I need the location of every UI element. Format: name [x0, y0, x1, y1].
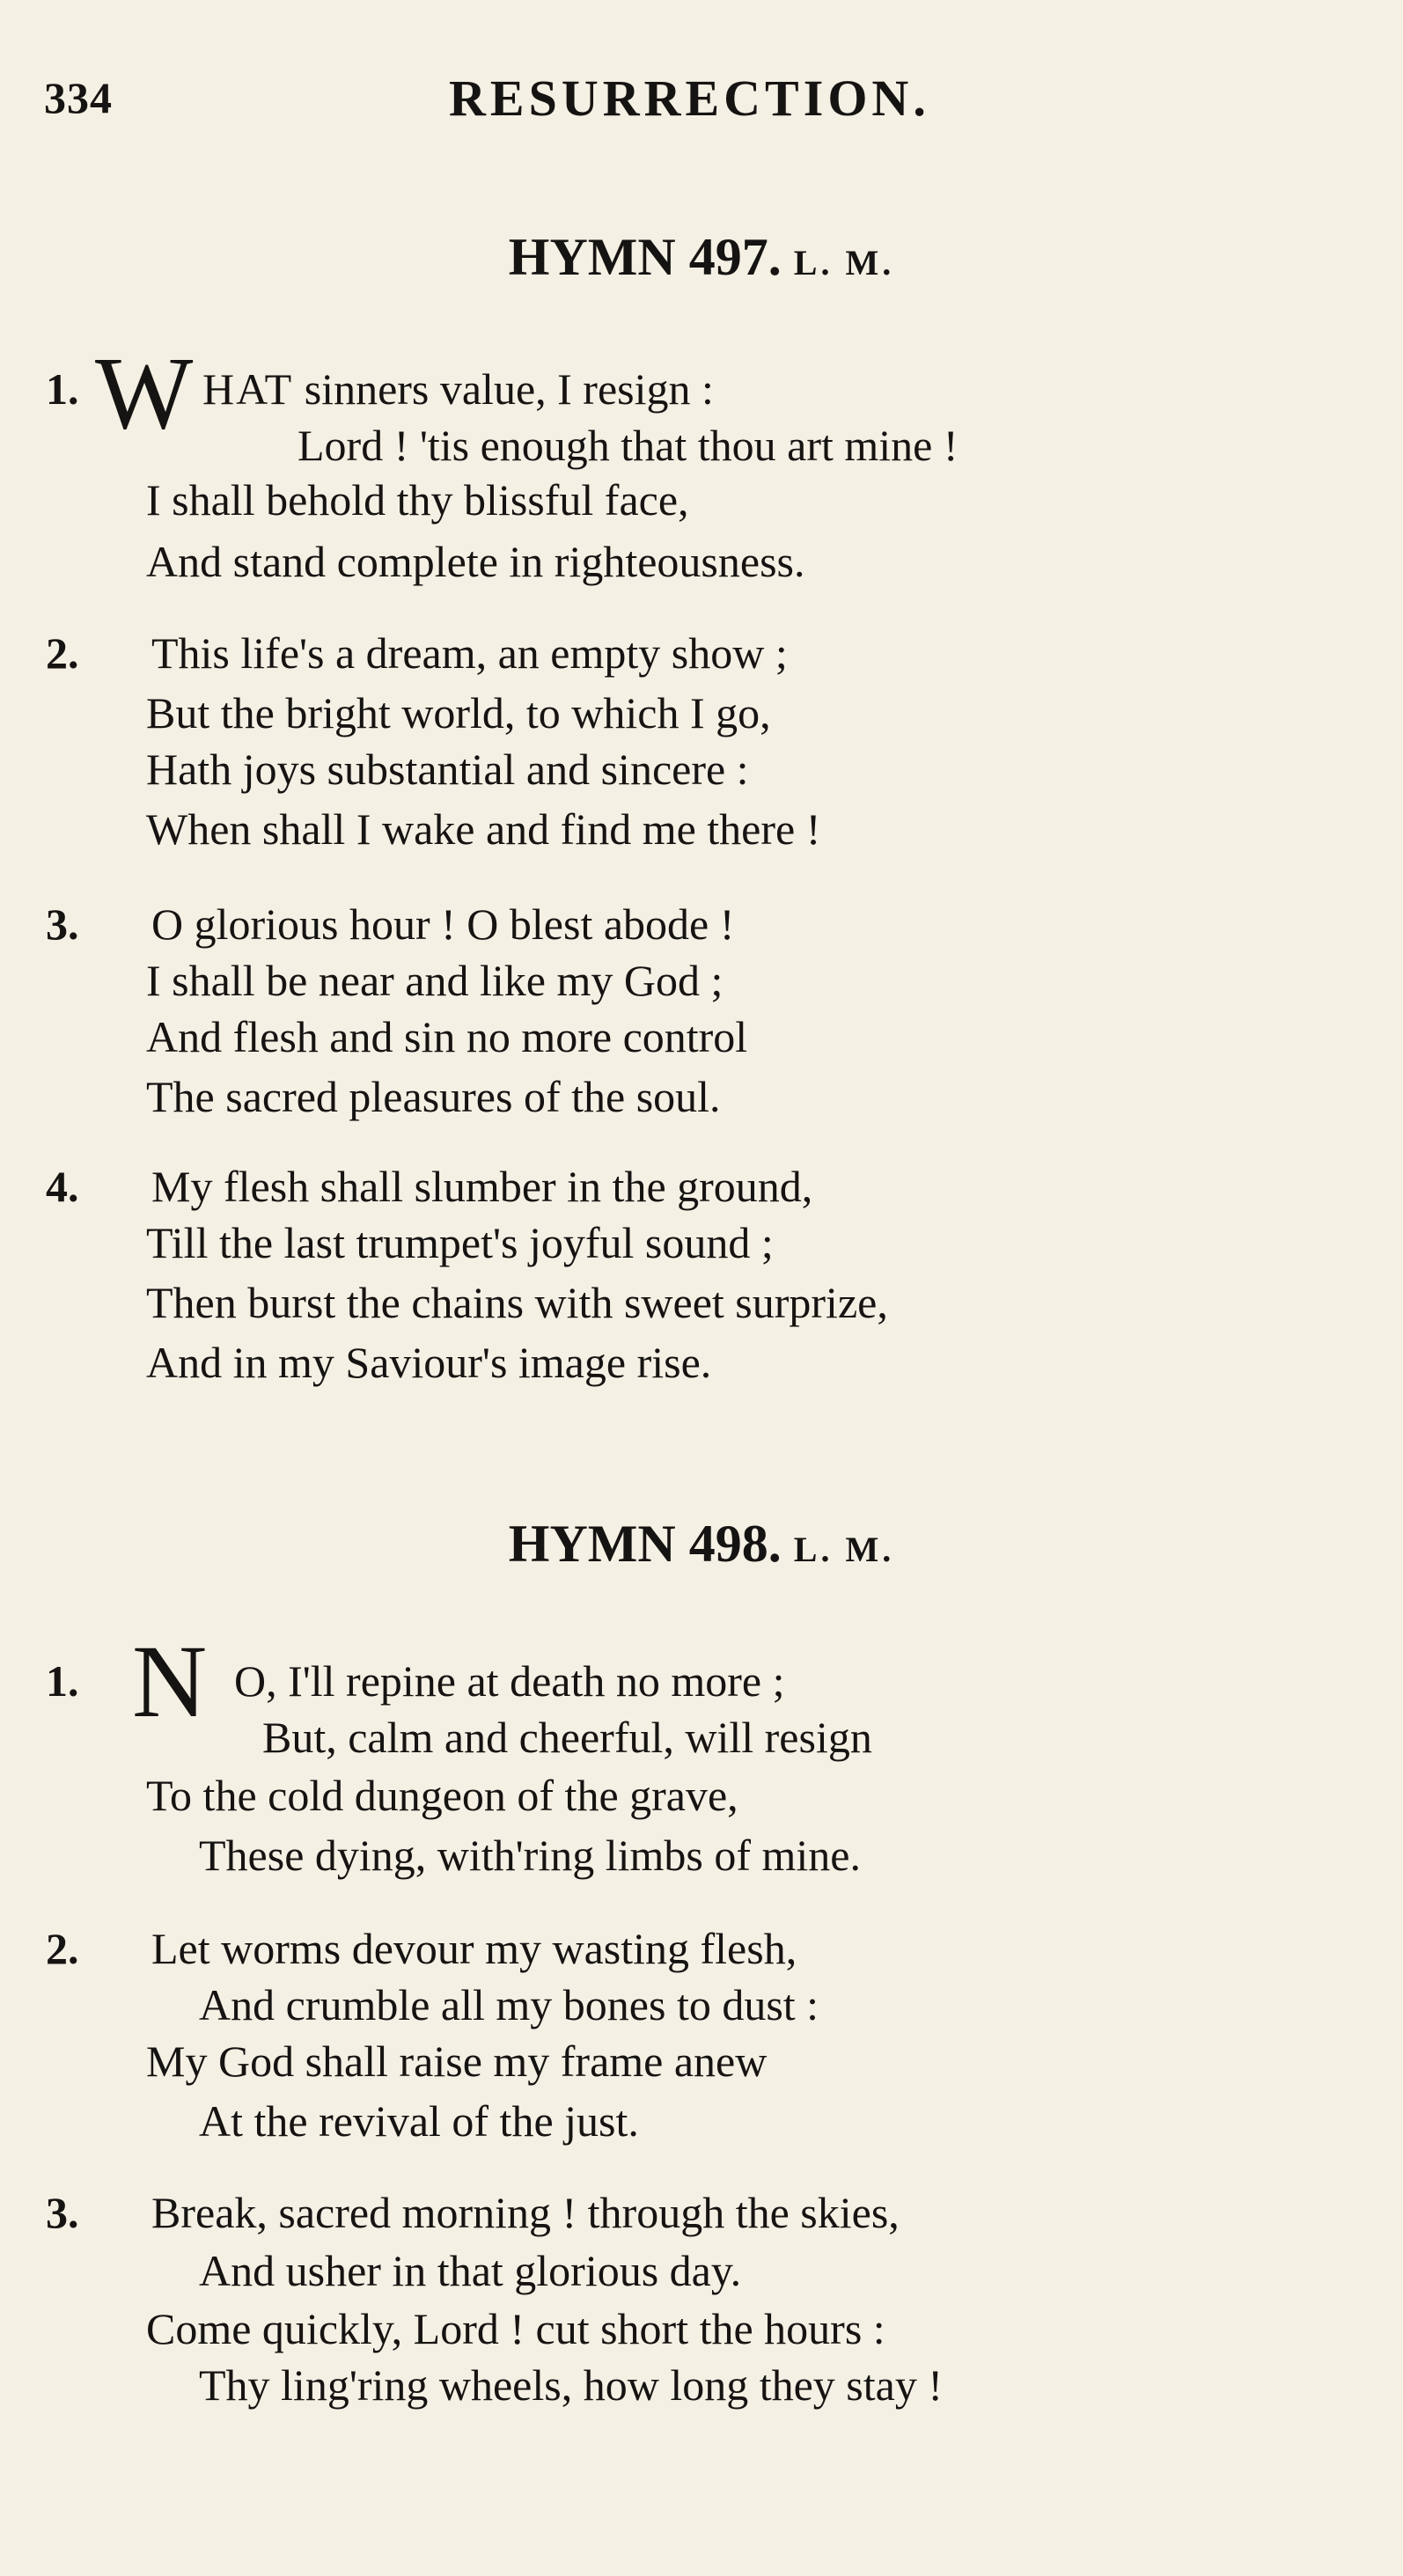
stanza-line: I shall behold thy blissful face, [146, 475, 689, 525]
stanza-line: Lord ! 'tis enough that thou art mine ! [297, 421, 959, 470]
stanza-line: Let worms devour my wasting flesh, [151, 1924, 797, 1973]
stanza-line: The sacred pleasures of the soul. [146, 1072, 721, 1121]
stanza-number: 1. [46, 364, 79, 414]
stanza-line: Come quickly, Lord ! cut short the hours : [146, 2304, 885, 2353]
stanza-line: And in my Saviour's image rise. [146, 1338, 712, 1387]
stanza-number: 1. [46, 1656, 79, 1706]
hymn-meter: L. M. [793, 243, 895, 283]
stanza-line: Thy ling'ring wheels, how long they stay ! [199, 2360, 943, 2410]
stanza-line: At the revival of the just. [199, 2096, 639, 2146]
hymn-heading [0, 227, 1403, 288]
stanza-number: 3. [46, 899, 79, 949]
stanza-line: And crumble all my bones to dust : [199, 1980, 819, 2029]
hymn-heading [0, 1514, 1403, 1574]
stanza-number: 2. [46, 1924, 79, 1973]
stanza-line: Hath joys substantial and sincere : [146, 745, 749, 794]
stanza-line: These dying, with'ring limbs of mine. [199, 1831, 861, 1880]
stanza-line: But, calm and cheerful, will resign [262, 1713, 872, 1762]
stanza-line: To the cold dungeon of the grave, [146, 1771, 738, 1820]
stanza-line: Then burst the chains with sweet surprize, [146, 1278, 888, 1327]
stanza-line: But the bright world, to which I go, [146, 688, 771, 738]
drop-cap: W [95, 335, 194, 451]
stanza-line: My flesh shall slumber in the ground, [151, 1162, 813, 1211]
stanza-number: 4. [46, 1162, 79, 1211]
running-head [0, 69, 1403, 130]
stanza-line: Break, sacred morning ! through the skies, [151, 2188, 900, 2237]
stanza-line: And flesh and sin no more control [146, 1012, 748, 1061]
stanza-number: 3. [46, 2188, 79, 2237]
stanza-line: I shall be near and like my God ; [146, 956, 724, 1005]
stanza-line: When shall I wake and find me there ! [146, 804, 821, 854]
stanza-line: Till the last trumpet's joyful sound ; [146, 1218, 774, 1267]
stanza-line-text: , I'll repine at death no more ; [266, 1656, 785, 1706]
stanza-line: My God shall raise my frame anew [146, 2037, 768, 2086]
stanza-line-text: sinners value, I resign : [293, 364, 714, 414]
stanza-lead-word: HAT [202, 364, 294, 414]
page-number: 334 [44, 73, 113, 122]
running-title: RESURRECTION. [449, 70, 930, 127]
stanza-line: And stand complete in righteousness. [146, 537, 805, 586]
hymn-meter: L. M. [793, 1530, 895, 1569]
stanza-line: And usher in that glorious day. [199, 2246, 742, 2295]
stanza-line: This life's a dream, an empty show ; [151, 628, 788, 678]
stanza-number: 2. [46, 628, 79, 678]
stanza-line [234, 1655, 784, 1707]
stanza-line: O glorious hour ! O blest abode ! [151, 899, 735, 949]
hymn-title: HYMN 497. [508, 228, 782, 286]
stanza-line [202, 363, 714, 415]
drop-cap: N [132, 1624, 208, 1739]
hymn-title: HYMN 498. [508, 1515, 782, 1573]
stanza-lead-word: O [234, 1656, 267, 1706]
